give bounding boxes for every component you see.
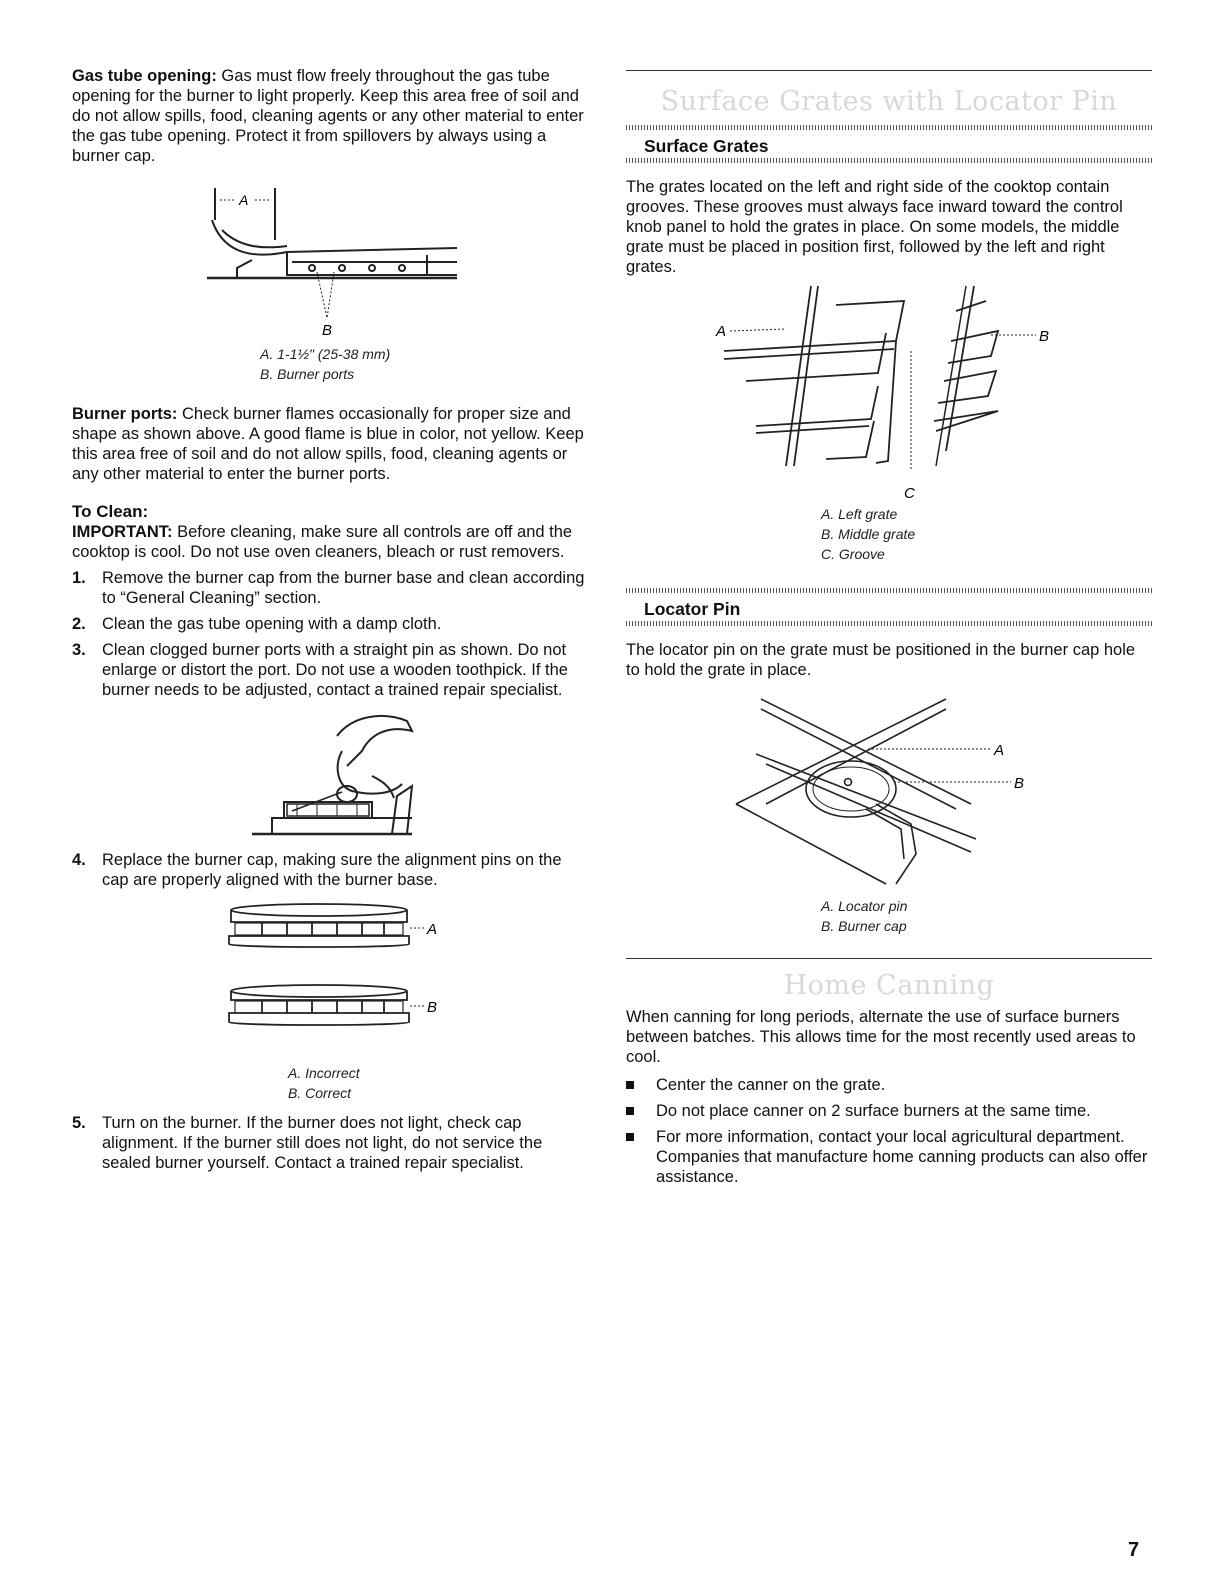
subsection-heading-surface-grates: Surface Grates [644, 136, 769, 156]
fig4-caption-a: A. Left grate [821, 506, 898, 522]
fig1-caption-a: A. 1-1½" (25-38 mm) [260, 346, 391, 362]
list-item [626, 1101, 1152, 1121]
fig3-label-b: B [427, 999, 438, 1016]
bullet-icon [626, 1107, 634, 1115]
burner-ports-lead: Burner ports: [72, 405, 178, 423]
locator-pin-paragraph: The locator pin on the grate must be positioned in the burner cap hole to hold the grate in place. [626, 641, 1136, 679]
pin-cleaning-figure [72, 706, 592, 836]
list-item [72, 614, 592, 634]
left-column [72, 66, 592, 1179]
fig4-caption-c: C. Groove [821, 546, 885, 562]
section-rule [626, 70, 1152, 71]
step-number: 3. [72, 641, 86, 659]
grates-figure [626, 281, 1152, 506]
important-lead: IMPORTANT: [72, 523, 173, 541]
section-rule [626, 958, 1152, 959]
locator-pin-figure [626, 694, 1152, 894]
dotted-divider [626, 621, 1152, 626]
cleaning-steps-list [72, 568, 592, 700]
fig1-label-b: B [322, 322, 333, 339]
fig5-label-b: B [1014, 775, 1025, 792]
fig1-caption-b: B. Burner ports [260, 366, 355, 382]
burner-cap-clearance-figure [72, 180, 592, 340]
section-title-home-canning: Home Canning [783, 970, 995, 1001]
burner-ports-paragraph [72, 404, 592, 484]
list-item [626, 1127, 1152, 1187]
step-number: 5. [72, 1114, 86, 1132]
important-text: Before cleaning, make sure all controls are off and the cooktop is cool. Do not use oven cleaners, bleach or rust removers. [72, 523, 573, 561]
fig5-caption-b: B. Burner cap [821, 918, 907, 934]
gas-tube-paragraph [72, 66, 592, 166]
fig4-caption-b: B. Middle grate [821, 526, 916, 542]
step-number: 4. [72, 851, 86, 869]
list-item [72, 640, 592, 700]
burner-ports-text: Check burner flames occasionally for proper size and shape as shown above. A good flame is blue in color, not yellow. Keep this area free of soil and do not allow spills, food, cleaning agents or any other material to enter the burner ports. [72, 405, 584, 483]
surface-grates-paragraph: The grates located on the left and right side of the cooktop contain grooves. These grooves must always face inward toward the control knob panel to hold the grates in place. On some models, the middle grate must be placed in position first, followed by the left and right grates. [626, 178, 1123, 276]
dotted-divider [626, 158, 1152, 163]
step-text: Replace the burner cap, making sure the alignment pins on the cap are properly aligned with the burner base. [102, 851, 562, 889]
bullet-text: Center the canner on the grate. [656, 1076, 886, 1094]
list-item [72, 850, 592, 890]
bullet-text: For more information, contact your local agricultural department. Companies that manufacture home canning products can also offer assistance. [656, 1128, 1148, 1186]
fig4-label-b: B [1039, 328, 1050, 345]
step-number: 1. [72, 569, 86, 587]
fig4-label-c: C [904, 485, 915, 502]
bullet-text: Do not place canner on 2 surface burners at the same time. [656, 1102, 1091, 1120]
section-title-surface-grates: Surface Grates with Locator Pin [660, 86, 1118, 117]
fig4-label-a: A [716, 323, 727, 340]
fig3-caption-b: B. Correct [288, 1085, 352, 1101]
subsection-heading-locator-pin: Locator Pin [644, 599, 741, 619]
home-canning-bullets [626, 1075, 1152, 1187]
bullet-icon [626, 1133, 634, 1141]
gas-tube-lead: Gas tube opening: [72, 67, 217, 85]
important-paragraph [72, 522, 592, 562]
step-text: Remove the burner cap from the burner base and clean according to “General Cleaning” section. [102, 569, 585, 607]
burner-cap-alignment-figure [72, 896, 592, 1071]
step-text: Clean the gas tube opening with a damp cloth. [102, 615, 442, 633]
dotted-divider [626, 125, 1152, 130]
right-column [626, 70, 1152, 1193]
page-number: 7 [1128, 1539, 1140, 1561]
list-item [72, 568, 592, 608]
home-canning-paragraph: When canning for long periods, alternate the use of surface burners between batches. This allows time for the most recently used areas to cool. [626, 1008, 1136, 1066]
gas-tube-text: Gas must flow freely throughout the gas tube opening for the burner to light properly. Keep this area free of soil and do not allow spills, food, cleaning agents or any other material to enter the gas tube opening. Protect it from spillovers by always using a burner cap. [72, 67, 584, 165]
cleaning-steps-list-cont [72, 850, 592, 890]
fig1-label-a: A [239, 192, 249, 208]
list-item [72, 1113, 592, 1173]
fig5-caption-a: A. Locator pin [821, 898, 908, 914]
step-text: Clean clogged burner ports with a straight pin as shown. Do not enlarge or distort the port. Do not use a wooden toothpick. If the burner needs to be adjusted, contact a trained repair specialist. [102, 641, 568, 699]
bullet-icon [626, 1081, 634, 1089]
cleaning-steps-list-end [72, 1113, 592, 1173]
fig3-label-a: A [427, 921, 438, 938]
fig3-caption-a: A. Incorrect [288, 1065, 360, 1081]
fig5-label-a: A [994, 742, 1005, 759]
list-item [626, 1075, 1152, 1095]
dotted-divider [626, 588, 1152, 593]
to-clean-heading: To Clean: [72, 502, 149, 521]
step-text: Turn on the burner. If the burner does not light, check cap alignment. If the burner still does not light, do not service the sealed burner yourself. Contact a trained repair specialist. [102, 1114, 543, 1172]
step-number: 2. [72, 615, 86, 633]
